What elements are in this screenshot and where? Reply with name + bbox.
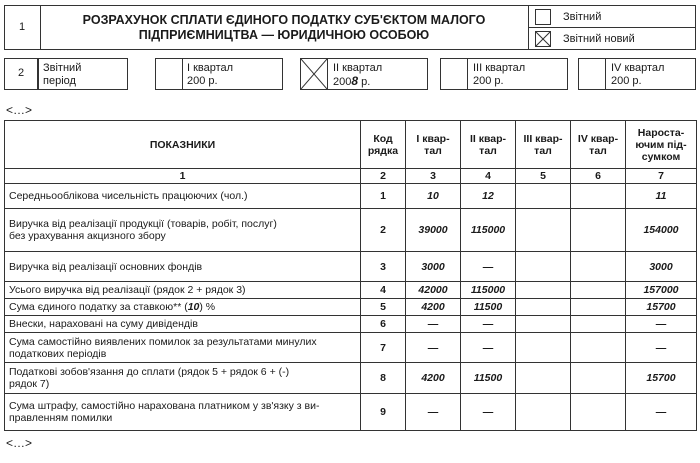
quarter-2-checkbox[interactable]	[300, 58, 328, 90]
row-code: 8	[361, 363, 406, 394]
row-label: Виручка від реалізації продукції (товарів, робіт, послуг) без урахування акцизного збору	[5, 209, 361, 252]
cell-q4[interactable]	[571, 363, 626, 394]
column-numbers-row	[5, 169, 697, 184]
table-row	[5, 282, 697, 299]
cell-cumulative[interactable]: 3000	[626, 252, 697, 282]
cell-q1[interactable]: —	[406, 333, 461, 363]
cell-q1[interactable]: 39000	[406, 209, 461, 252]
page-title: РОЗРАХУНОК СПЛАТИ ЄДИНОГО ПОДАТКУ СУБ'ЄКТОМ МАЛОГО ПІДПРИЄМНИЦТВА — ЮРИДИЧНОЮ ОСОБОЮ	[82, 13, 486, 42]
quarter-3-label: III квартал 200 р.	[473, 62, 526, 87]
period-label: Звітний період	[43, 62, 82, 87]
table-row	[5, 363, 697, 394]
cell-q3[interactable]	[516, 316, 571, 333]
cell-q2[interactable]: 11500	[461, 363, 516, 394]
row-code: 6	[361, 316, 406, 333]
cell-cumulative[interactable]: 157000	[626, 282, 697, 299]
cell-q3[interactable]	[516, 363, 571, 394]
cell-q3[interactable]	[516, 209, 571, 252]
table-row	[5, 299, 697, 316]
row-label: Сума самостійно виявлених помилок за результатами минулих податкових періодів	[5, 333, 361, 363]
cell-cumulative[interactable]: 154000	[626, 209, 697, 252]
row-code: 4	[361, 282, 406, 299]
cross-icon	[301, 59, 327, 89]
cell-q4[interactable]	[571, 333, 626, 363]
cell-q1[interactable]: 4200	[406, 363, 461, 394]
report-type-new-checkbox[interactable]	[535, 31, 551, 47]
header-row-number: 1	[18, 21, 26, 33]
cell-q3[interactable]	[516, 394, 571, 431]
cell-q2[interactable]: —	[461, 394, 516, 431]
cell-q2[interactable]: —	[461, 333, 516, 363]
cell-q2[interactable]: —	[461, 252, 516, 282]
cell-q3[interactable]	[516, 282, 571, 299]
column-number: 4	[461, 169, 516, 184]
cell-q1[interactable]: —	[406, 316, 461, 333]
quarter-2-label: II квартал 2008 р.	[333, 62, 383, 88]
table-row	[5, 209, 697, 252]
header-divider-horizontal	[528, 27, 696, 28]
cell-q2[interactable]: 115000	[461, 209, 516, 252]
cell-q3[interactable]	[516, 252, 571, 282]
cell-q1[interactable]: 3000	[406, 252, 461, 282]
report-type-new-label: Звітний новий	[563, 33, 635, 45]
table-row	[5, 333, 697, 363]
cell-q1[interactable]: 4200	[406, 299, 461, 316]
quarter-4-checkbox[interactable]	[578, 58, 606, 90]
cell-q4[interactable]	[571, 394, 626, 431]
cell-cumulative[interactable]: —	[626, 333, 697, 363]
cell-q1[interactable]: —	[406, 394, 461, 431]
quarter-3-checkbox[interactable]	[440, 58, 468, 90]
row-label: Сума єдиного податку за ставкою** (10) %	[5, 299, 361, 316]
table-row	[5, 394, 697, 431]
cell-q3[interactable]	[516, 299, 571, 316]
ellipsis-top: <…>	[6, 103, 33, 117]
header-q2: II квар- тал	[461, 121, 516, 169]
row-code: 3	[361, 252, 406, 282]
cell-q4[interactable]	[571, 299, 626, 316]
cell-q1[interactable]: 10	[406, 184, 461, 209]
header-code: Код рядка	[361, 121, 406, 169]
column-number: 1	[5, 169, 361, 184]
cell-q4[interactable]	[571, 316, 626, 333]
cell-q4[interactable]	[571, 209, 626, 252]
row-code: 2	[361, 209, 406, 252]
table-row	[5, 316, 697, 333]
row-label: Усього виручка від реалізації (рядок 2 + рядок 3)	[5, 282, 361, 299]
cell-cumulative[interactable]: —	[626, 394, 697, 431]
table-row	[5, 184, 697, 209]
header-q4: IV квар- тал	[571, 121, 626, 169]
quarter-1-label: I квартал 200 р.	[187, 62, 234, 87]
header-q1: I квар- тал	[406, 121, 461, 169]
column-number: 3	[406, 169, 461, 184]
header-q3: III квар- тал	[516, 121, 571, 169]
cell-q1[interactable]: 42000	[406, 282, 461, 299]
table-header-row	[5, 121, 697, 169]
row-label: Податкові зобов'язання до сплати (рядок 5 + рядок 6 + (-) рядок 7)	[5, 363, 361, 394]
row-code: 9	[361, 394, 406, 431]
header-indicators: ПОКАЗНИКИ	[5, 121, 361, 169]
cell-q2[interactable]: 11500	[461, 299, 516, 316]
header-cumulative: Нароста- ючим під- сумком	[626, 121, 697, 169]
cross-icon	[536, 32, 550, 46]
cell-cumulative[interactable]: 15700	[626, 363, 697, 394]
cell-q2[interactable]: —	[461, 316, 516, 333]
ellipsis-bottom: <…>	[6, 436, 33, 450]
cell-q2[interactable]: 115000	[461, 282, 516, 299]
row-label: Внески, нараховані на суму дивідендів	[5, 316, 361, 333]
quarter-4-label: IV квартал 200 р.	[611, 62, 665, 87]
header-divider	[40, 5, 41, 50]
column-number: 6	[571, 169, 626, 184]
quarter-1-checkbox[interactable]	[155, 58, 183, 90]
cell-q4[interactable]	[571, 282, 626, 299]
cell-q4[interactable]	[571, 252, 626, 282]
row-label: Середньооблікова чисельність працюючих (чол.)	[5, 184, 361, 209]
column-number: 7	[626, 169, 697, 184]
period-row-number: 2	[17, 67, 25, 79]
row-label: Виручка від реалізації основних фондів	[5, 252, 361, 282]
cell-q2[interactable]: 12	[461, 184, 516, 209]
row-label: Сума штрафу, самостійно нарахована платником у зв'язку з ви- правленням помилки	[5, 394, 361, 431]
tax-calculation-table	[4, 120, 697, 431]
table-row	[5, 252, 697, 282]
cell-q4[interactable]	[571, 184, 626, 209]
cell-cumulative[interactable]: 15700	[626, 299, 697, 316]
cell-cumulative[interactable]: 11	[626, 184, 697, 209]
cell-q3[interactable]	[516, 184, 571, 209]
report-type-label: Звітний	[563, 11, 602, 23]
cell-q3[interactable]	[516, 333, 571, 363]
row-code: 1	[361, 184, 406, 209]
cell-cumulative[interactable]: —	[626, 316, 697, 333]
column-number: 5	[516, 169, 571, 184]
row-code: 5	[361, 299, 406, 316]
report-type-checkbox[interactable]	[535, 9, 551, 25]
column-number: 2	[361, 169, 406, 184]
row-code: 7	[361, 333, 406, 363]
